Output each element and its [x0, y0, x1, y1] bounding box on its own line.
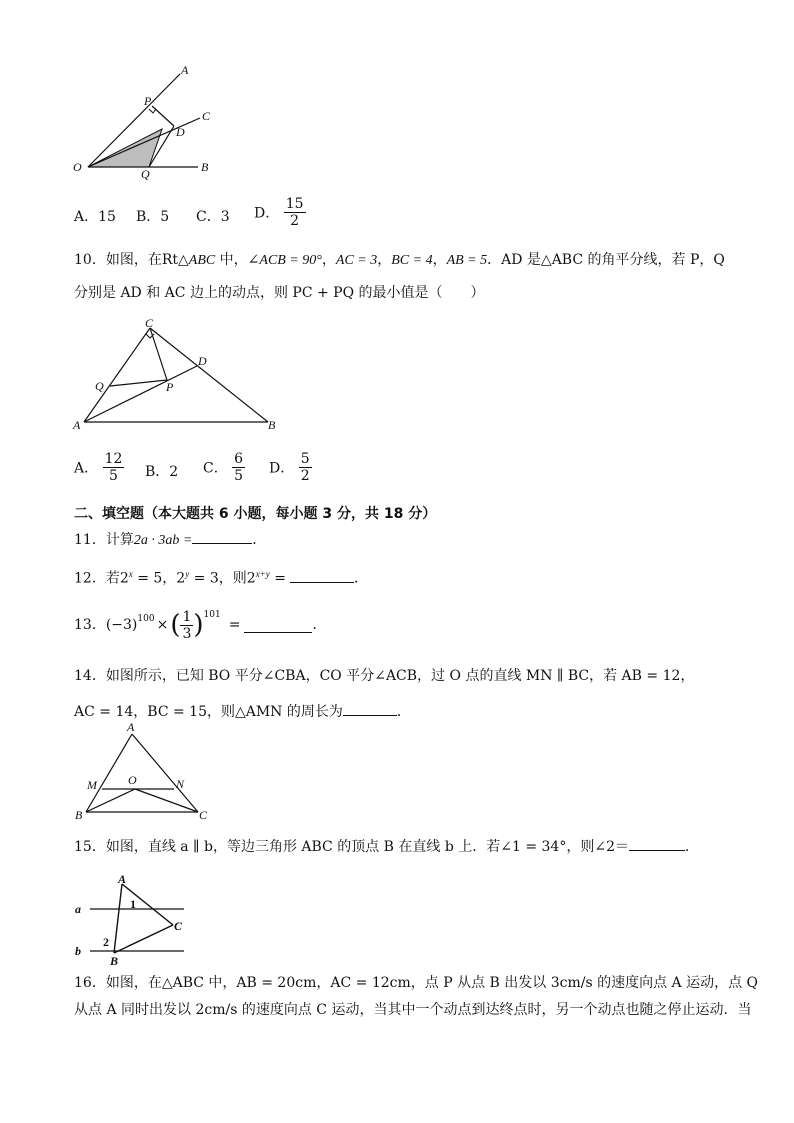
option-value: 15 — [98, 209, 116, 225]
denominator: 5 — [234, 468, 244, 484]
q10-angle: ∠ACB = 90° — [247, 253, 322, 268]
q10-abc: ABC — [188, 253, 216, 268]
shaded-triangle — [88, 129, 162, 167]
label-a: A — [127, 720, 135, 734]
q10-prefix: 10．如图，在 — [74, 252, 162, 268]
q12-exp2: y — [185, 569, 190, 579]
label-m: M — [87, 778, 97, 792]
segment-ad — [84, 366, 197, 422]
section-heading: 二、填空题（本大题共 6 小题，每小题 3 分，共 18 分） — [74, 506, 437, 522]
figure-q9 — [70, 60, 230, 185]
q9-option-a[interactable] — [74, 206, 116, 226]
paren-close: ) — [193, 610, 204, 640]
q15-end: ． — [684, 839, 699, 855]
numerator: 6 — [234, 451, 244, 467]
side-bc — [114, 925, 173, 953]
q10-ab: AB = 5 — [446, 253, 488, 268]
q14-end: ． — [396, 704, 411, 720]
label-n: N — [176, 777, 185, 791]
paren-open: ( — [170, 610, 181, 640]
side-ab — [114, 884, 122, 953]
q13-eq: = — [228, 617, 241, 633]
q11-end: ． — [252, 532, 267, 548]
label-o: O — [128, 773, 137, 787]
label-a: A — [73, 418, 81, 432]
q10-option-a[interactable] — [74, 451, 124, 484]
option-value: 5 — [160, 209, 170, 225]
label-1: 1 — [130, 897, 136, 911]
q10-option-b[interactable] — [145, 461, 178, 481]
q13-prefix: 13． — [74, 617, 106, 633]
q12-base1: 2 — [119, 570, 129, 587]
figure-q10 — [70, 316, 290, 436]
side-cb — [150, 328, 268, 422]
label-b: b — [75, 944, 81, 958]
q13-exp2: 101 — [203, 610, 221, 620]
label-c: C — [199, 808, 208, 822]
numerator: 15 — [285, 196, 304, 212]
denominator: 2 — [300, 468, 310, 484]
label-2: 2 — [103, 935, 109, 949]
fraction — [299, 451, 312, 484]
option-label: C． — [196, 209, 221, 225]
label-p: P — [166, 380, 174, 394]
fraction — [103, 451, 125, 484]
right-angle-mark — [149, 109, 156, 113]
q12-base3: 2 — [246, 570, 256, 587]
side-ca — [84, 328, 150, 422]
option-value: 2 — [169, 464, 179, 480]
figure-q14 — [70, 720, 220, 824]
figure-q15 — [70, 868, 200, 968]
q11 — [74, 529, 266, 551]
q15-text: 15．如图，直线 a ∥ b，等边三角形 ABC 的顶点 B 在直线 b 上．若∠1 = 34°，则∠2＝ — [74, 839, 629, 855]
option-label: A． — [74, 209, 99, 225]
option-label: C． — [203, 460, 228, 477]
q15 — [74, 836, 699, 857]
q12 — [74, 564, 368, 589]
q10-tail: ．AD 是△ABC 的角平分线，若 P，Q — [487, 252, 725, 268]
label-C: C — [174, 919, 183, 933]
label-B: B — [110, 954, 119, 968]
label-a: a — [75, 902, 81, 916]
q11-expression: 2a · 3ab = — [133, 533, 193, 548]
label-d: D — [176, 125, 185, 139]
label-a: A — [181, 63, 189, 77]
q10-rt: Rt△ — [161, 252, 189, 268]
q12-val3: = — [269, 570, 286, 587]
q12-exp1: x — [128, 569, 133, 579]
q12-base2: 2 — [176, 570, 186, 587]
label-c: C — [145, 316, 154, 330]
numerator: 1 — [182, 608, 192, 625]
denominator: 5 — [109, 468, 118, 484]
side-ab — [86, 734, 132, 812]
q12-exp3: x+y — [255, 569, 270, 579]
q12-end: ． — [353, 570, 368, 587]
q13 — [74, 605, 326, 645]
q9-option-d[interactable] — [254, 196, 306, 229]
q13-times: × — [156, 617, 169, 633]
label-A: A — [118, 872, 127, 886]
q10-line2: 分别是 AD 和 AC 边上的动点，则 PC + PQ 的最小值是（ ） — [74, 285, 485, 301]
q9-option-b[interactable] — [136, 206, 169, 226]
q16-line1: 16．如图，在△ABC 中，AB = 20cm，AC = 12cm，点 P 从点 B 出发以 3cm/s 的速度向点 A 运动，点 Q — [74, 975, 759, 991]
option-label: B． — [136, 209, 161, 225]
fraction — [284, 196, 306, 229]
label-c: C — [202, 109, 211, 123]
label-q: Q — [95, 379, 104, 393]
numerator: 5 — [300, 451, 310, 467]
option-label: D． — [269, 460, 295, 477]
q14-line2 — [74, 701, 411, 722]
q14-line2-text: AC = 14，BC = 15，则△AMN 的周长为 — [74, 704, 343, 720]
q10-option-d[interactable] — [269, 451, 312, 484]
q12-prefix: 12．若 — [74, 570, 120, 587]
q12-val2: = 3，则 — [189, 570, 247, 587]
answer-blank[interactable] — [244, 618, 312, 633]
q9-option-c[interactable] — [196, 206, 230, 226]
q10-line1: 10．如图，在Rt△ABC 中，∠ACB = 90°，AC = 3，BC = 4，AB = 5．AD 是△ABC 的角平分线，若 P，Q — [74, 252, 725, 268]
denominator: 3 — [182, 625, 192, 642]
q13-base: (−3) — [105, 617, 138, 633]
option-value: 3 — [220, 209, 230, 225]
fraction — [232, 451, 245, 484]
segment-pd — [152, 106, 174, 126]
answer-blank[interactable] — [629, 836, 685, 851]
q11-prefix: 11．计算 — [74, 532, 134, 548]
label-o: O — [73, 160, 82, 174]
q10-option-c[interactable] — [203, 451, 245, 484]
q16-line2: 从点 A 同时出发以 2cm/s 的速度向点 C 运动，当其中一个动点到达终点时，另一个动点也随之停止运动．当 — [74, 1002, 752, 1018]
answer-blank[interactable] — [192, 529, 252, 544]
label-q: Q — [141, 167, 150, 181]
q14-line1: 14．如图所示，已知 BO 平分∠CBA，CO 平分∠ACB，过 O 点的直线 MN ∥ BC，若 AB = 12， — [74, 668, 695, 684]
label-b: B — [268, 418, 276, 432]
label-b: B — [75, 808, 83, 822]
answer-blank[interactable] — [343, 701, 397, 716]
option-label: A． — [74, 460, 99, 477]
label-p: P — [144, 94, 152, 108]
q13-exp1: 100 — [137, 614, 155, 624]
option-label: D． — [254, 205, 280, 222]
label-b: B — [201, 160, 209, 174]
label-d: D — [198, 354, 207, 368]
option-label: B． — [145, 464, 170, 480]
q10-ac: AC = 3 — [335, 253, 378, 268]
numerator: 12 — [104, 451, 123, 467]
q12-val1: = 5， — [132, 570, 177, 587]
q13-end: ． — [312, 617, 327, 633]
q10-bc: BC = 4 — [391, 253, 433, 268]
denominator: 2 — [290, 213, 300, 229]
q10-mid: 中， — [215, 252, 248, 268]
fraction — [180, 609, 193, 642]
answer-blank[interactable] — [290, 568, 354, 583]
